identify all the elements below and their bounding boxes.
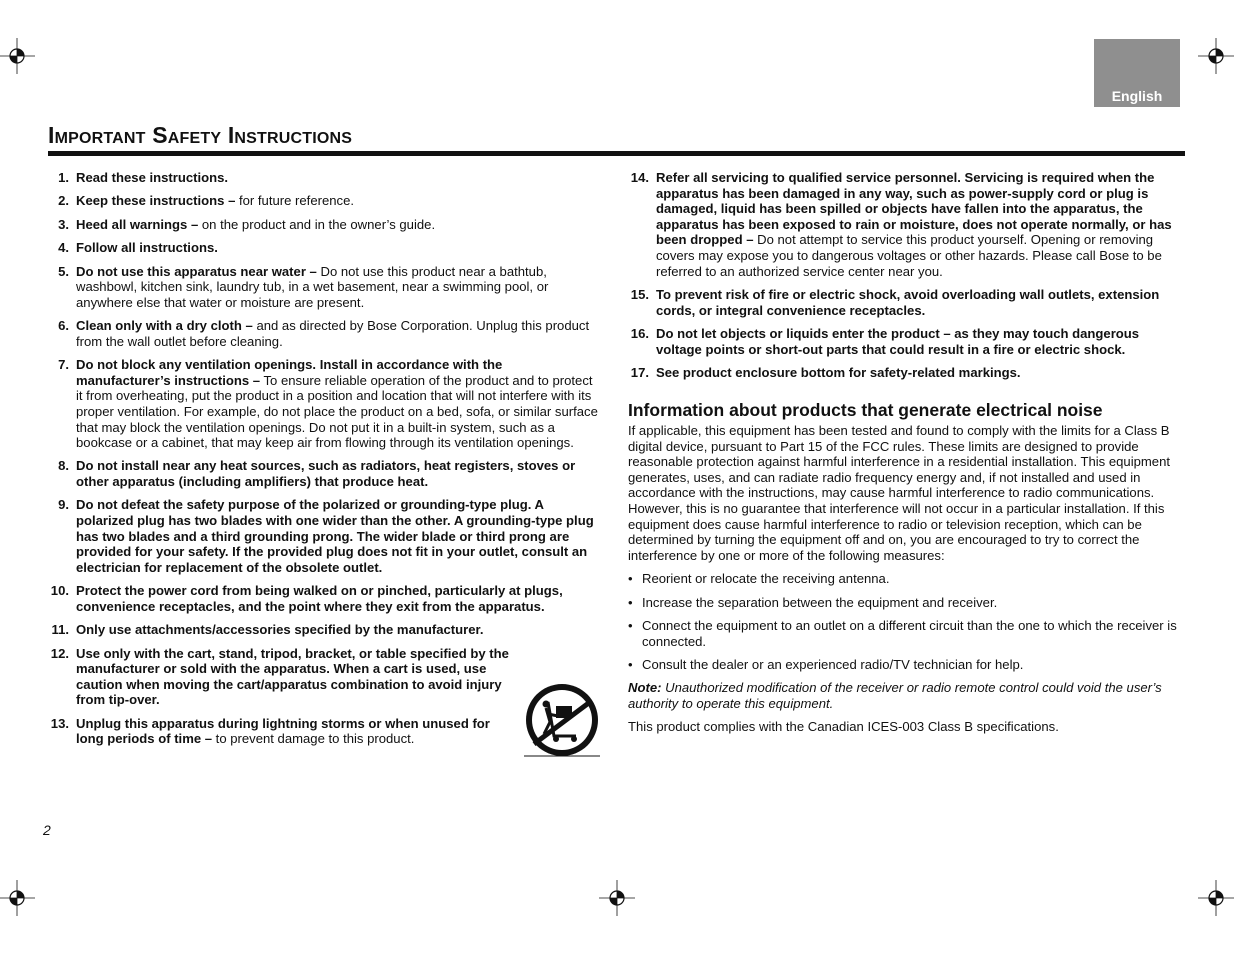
note-text: Unauthorized modification of the receiver or radio remote control could void the user’s authority to operate this equipment. — [628, 680, 1162, 711]
instruction-item — [48, 458, 600, 489]
item-text: for future reference. — [235, 193, 354, 209]
item-bold-text: See product enclosure bottom for safety-related markings. — [656, 364, 1021, 380]
bullet-text: Consult the dealer or an experienced radio/TV technician for help. — [642, 657, 1024, 673]
instruction-item — [628, 170, 1184, 279]
item-bold-text: Do not block any ventilation openings. Install in accordance with the manufacturer’s instructions – — [76, 357, 503, 388]
note-label: Note: — [628, 680, 662, 696]
item-number: 15. — [630, 286, 649, 302]
safety-instruction-list-continued — [628, 170, 1184, 381]
registration-mark-icon — [1198, 38, 1234, 74]
item-text: To ensure reliable operation of the product and to protect it from overheating, put the product in a position and location that will not interfere with its proper ventilation. For example, do not place the product on a bed, sofa, or similar surface that may block the ventilation openings. Do not put it in a built-in system, such as a bookcase or a cabinet, that may keep air from flowing through its ventilation openings. — [76, 372, 598, 451]
item-bold-text: Do not install near any heat sources, such as radiators, heat registers, stoves or other apparatus (including amplifiers) that produce heat. — [76, 458, 576, 490]
right-column — [628, 170, 1184, 743]
instruction-item — [48, 646, 600, 708]
item-number: 3. — [58, 216, 69, 232]
item-bold-text: Unplug this apparatus during lightning storms or when unused for long periods of time – — [76, 715, 490, 747]
instruction-item — [48, 264, 600, 311]
item-bold-text: Do not let objects or liquids enter the product – as they may touch dangerous voltage points or short-out parts that could result in a fire or electric shock. — [656, 325, 1140, 357]
item-bold-text: Clean only with a dry cloth – — [76, 318, 253, 334]
item-text: and as directed by Bose Corporation. Unplug this product from the wall outlet before cleaning. — [76, 318, 590, 349]
instruction-item — [48, 318, 600, 349]
instruction-item — [48, 622, 600, 638]
list-item: • Increase the separation between the equipment and receiver. — [628, 594, 998, 610]
language-tab — [1094, 39, 1180, 107]
item-bold-text: Only use attachments/accessories specified by the manufacturer. — [76, 622, 484, 638]
instruction-item — [48, 217, 600, 233]
measures-list — [628, 571, 1184, 672]
item-number: 7. — [58, 357, 69, 373]
item-bold-text: To prevent risk of fire or electric shock, avoid overloading wall outlets, extension cords, or integral convenience receptacles. — [656, 286, 1160, 318]
cart-tip-over-warning-icon — [524, 682, 600, 758]
item-number: 5. — [58, 263, 69, 279]
list-item: • Connect the equipment to an outlet on a different circuit than the one to which the receiver is connected. — [628, 618, 1177, 649]
item-number: 12. — [50, 645, 69, 661]
item-text: to prevent damage to this product. — [212, 731, 415, 747]
item-number: 13. — [50, 715, 69, 731]
item-bold-text: Heed all warnings – — [76, 216, 199, 232]
item-number: 8. — [58, 458, 69, 474]
item-bold-text: Do not defeat the safety purpose of the polarized or grounding-type plug. A polarized plug has two blades with one wider than the other. A grounding-type plug has two blades and a third grounding prong. The wider blade or third prong are provided for your safety. If the provided plug does not fit in your outlet, consult an electrician for replacement of the obsolete outlet. — [76, 497, 594, 575]
language-tab-label: English — [1111, 88, 1163, 104]
item-bold-text: Keep these instructions – — [76, 193, 236, 209]
instruction-item — [48, 716, 600, 747]
title-rule — [48, 151, 1185, 156]
bullet-text: Increase the separation between the equipment and receiver. — [642, 594, 998, 610]
item-number: 2. — [58, 193, 69, 209]
instruction-item — [48, 357, 600, 451]
page-title: Important Safety Instructions — [48, 122, 353, 148]
item-bold-text: Use only with the cart, stand, tripod, bracket, or table specified by the manufacturer or sold with the apparatus. When a cart is used, use caution when moving the cart/apparatus combination to avoid injury from tip-over. — [76, 645, 509, 708]
item-number: 6. — [58, 318, 69, 334]
instruction-item — [48, 497, 600, 575]
list-item: • Reorient or relocate the receiving antenna. — [628, 571, 890, 587]
bullet-text: Reorient or relocate the receiving antenna. — [642, 571, 890, 587]
bullet-text: Connect the equipment to an outlet on a different circuit than the one to which the receiver is connected. — [642, 618, 1177, 649]
registration-mark-icon — [599, 880, 635, 916]
section-heading: Information about products that generate electrical noise — [628, 399, 1103, 420]
registration-mark-icon — [0, 880, 35, 916]
item-number: 14. — [630, 170, 649, 185]
instruction-item — [48, 240, 600, 256]
item-number: 11. — [51, 622, 69, 638]
note — [628, 680, 1184, 711]
item-number: 17. — [630, 364, 649, 380]
item-text: Do not attempt to service this product yourself. Opening or removing covers may expose you to dangerous voltages or other hazards. Please call Bose to be referred to an authorized service center near you. — [656, 232, 1162, 279]
item-bold-text: Protect the power cord from being walked on or pinched, particularly at plugs, convenience receptacles, and the point where they exit from the apparatus. — [76, 583, 563, 614]
registration-mark-icon — [1198, 880, 1234, 916]
registration-mark-icon — [0, 38, 35, 74]
instruction-item — [628, 365, 1184, 381]
instruction-item — [628, 326, 1184, 357]
left-column — [48, 170, 600, 755]
item-bold-text: Follow all instructions. — [76, 240, 218, 256]
safety-instruction-list — [48, 170, 600, 747]
item-text: on the product and in the owner’s guide. — [198, 216, 436, 232]
item-number: 1. — [58, 170, 69, 185]
item-bold-text: Refer all servicing to qualified service personnel. Servicing is required when the apparatus has been damaged in any way, such as power-supply cord or plug is damaged, liquid has been spilled or objects have fallen into the apparatus, the apparatus has been exposed to rain or moisture, does not operate normally, or has been dropped – — [656, 170, 1172, 248]
item-number: 4. — [58, 240, 69, 256]
instruction-item — [48, 193, 600, 209]
page-number: 2 — [43, 822, 51, 838]
item-bold-text: Do not use this apparatus near water – — [76, 263, 317, 279]
instruction-item — [48, 583, 600, 614]
instruction-item — [48, 170, 600, 186]
item-number: 9. — [58, 497, 69, 513]
list-item: • Consult the dealer or an experienced radio/TV technician for help. — [628, 657, 1024, 673]
fcc-paragraph: If applicable, this equipment has been tested and found to comply with the limits for a Class B digital device, pursuant to Part 15 of the FCC rules. These limits are designed to provide reasonable protection against harmful interference in a residential installation. This equipment generates, uses, and can radiate radio frequency energy and, if not installed and used in accordance with the instructions, may cause harmful interference to radio communications. However, this is no guarantee that interference will not occur in a particular installation. If this equipment does cause harmful interference to radio or television reception, which can be determined by turning the equipment off and on, you are encouraged to try to correct the interference by one or more of the following measures: — [628, 423, 1171, 563]
item-number: 16. — [630, 325, 649, 341]
instruction-item — [628, 287, 1184, 318]
compliance-statement: This product complies with the Canadian ICES-003 Class B specifications. — [628, 719, 1059, 735]
item-number: 10. — [50, 583, 69, 599]
item-bold-text: Read these instructions. — [76, 170, 229, 185]
item-text: Do not use this product near a bathtub, washbowl, kitchen sink, laundry tub, in a wet basement, near a swimming pool, or anywhere else that water or moisture are present. — [76, 263, 549, 310]
